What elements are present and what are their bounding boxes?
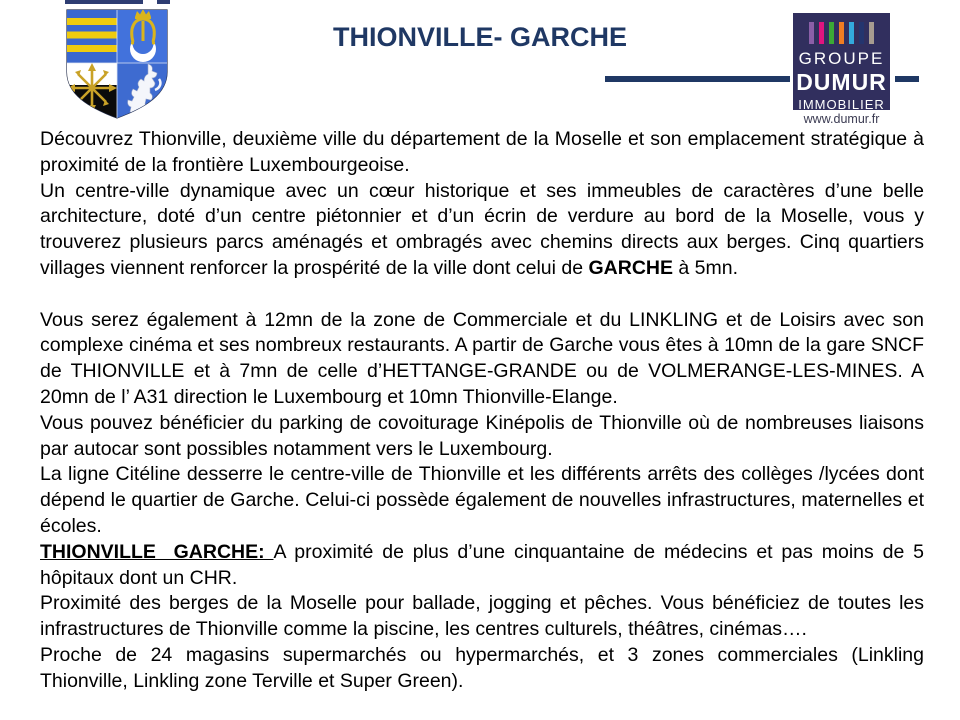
text-run: THIONVILLE GARCHE: (40, 540, 274, 563)
text-run: Découvrez Thionville, deuxième ville du département de la Moselle et son emplacement stratégique à proximité de la frontière Luxembourgeoise. (40, 128, 924, 176)
text-run: Proximité des berges de la Moselle pour ballade, jogging et pêches. Vous bénéficiez de toutes les infrastructures de Thionville comme la piscine, les centres culturels, théâtres, cinémas…. (40, 592, 924, 641)
logo-bar (849, 22, 854, 44)
paragraph (40, 127, 924, 179)
text-run: Vous pouvez bénéficier du parking de covoiturage Kinépolis de Thionville où de nombreuses liaisons par autocar sont possibles notamment vers le Luxembourg. (40, 411, 924, 460)
title-underline-rule-right (895, 76, 919, 82)
text-run: Un centre-ville dynamique avec un cœur historique et ses immeubles de caractères d’une belle architecture, doté d’un centre piétonnier et d’un écrin de verdure au bord de la Moselle, vous y trouverez plusieurs parcs aménagés et ombragés avec chemins directs aux berges. Cinq quartiers villages viennent renforcer la prospérité de la ville dont celui de (40, 179, 924, 279)
paragraph (40, 308, 924, 411)
paragraph-spacer (40, 282, 924, 308)
text-run: La ligne Citéline desserre le centre-ville de Thionville et les différents arrêts des collèges /lycées dont dépend le quartier de Garche. Celui-ci possède également de nouvelles infrastructures, maternelles et écoles. (40, 463, 924, 537)
paragraph (40, 462, 924, 539)
text-run: A proximité de plus d’une cinquantaine de médecins et pas moins de 5 hôpitaux dont un CHR. (40, 540, 925, 589)
logo-bar (809, 22, 814, 44)
paragraph (40, 643, 924, 695)
logo-bar (869, 22, 874, 44)
logo-text-dumur: DUMUR (796, 69, 887, 95)
website-url: www.dumur.fr (803, 112, 880, 126)
paragraph (40, 540, 924, 592)
thionville-coat-of-arms (64, 0, 170, 122)
page-title: THIONVILLE- GARCHE (333, 22, 627, 52)
paragraph (40, 179, 924, 282)
description-text (40, 127, 924, 695)
logo-bar (859, 22, 864, 44)
logo-bar (829, 22, 834, 44)
groupe-dumur-logo (793, 13, 890, 110)
crest-top-edge-right (157, 0, 170, 4)
text-run: Proche de 24 magasins supermarchés ou hypermarchés, et 3 zones commerciales (Linkling Thionville, Linkling zone Terville et Super Green). (40, 643, 924, 692)
crest-top-edge (65, 0, 143, 4)
paragraph (40, 591, 924, 643)
text-run: à 5mn. (673, 256, 739, 279)
logo-bar (839, 22, 844, 44)
logo-text-immobilier: IMMOBILIER (798, 97, 885, 112)
logo-text-groupe: GROUPE (798, 49, 885, 68)
text-run: GARCHE (588, 256, 673, 279)
quarter-arrow-cross (67, 63, 117, 119)
title-underline-rule (605, 76, 790, 82)
logo-bar (819, 22, 824, 44)
logo-color-bars (793, 22, 890, 44)
quarter-lion (117, 63, 167, 119)
paragraph (40, 411, 924, 463)
text-run: Vous serez également à 12mn de la zone de Commerciale et du LINKLING et de Loisirs avec son complexe cinéma et ses nombreux restaurants. A partir de Garche vous êtes à 10mn de la gare SNCF de THIONVILLE et à 7mn de celle d’HETTANGE-GRANDE ou de VOLMERANGE-LES-MINES. A 20mn de l’ A31 direction le Luxembourg et 10mn Thionville-Elange. (40, 308, 924, 408)
